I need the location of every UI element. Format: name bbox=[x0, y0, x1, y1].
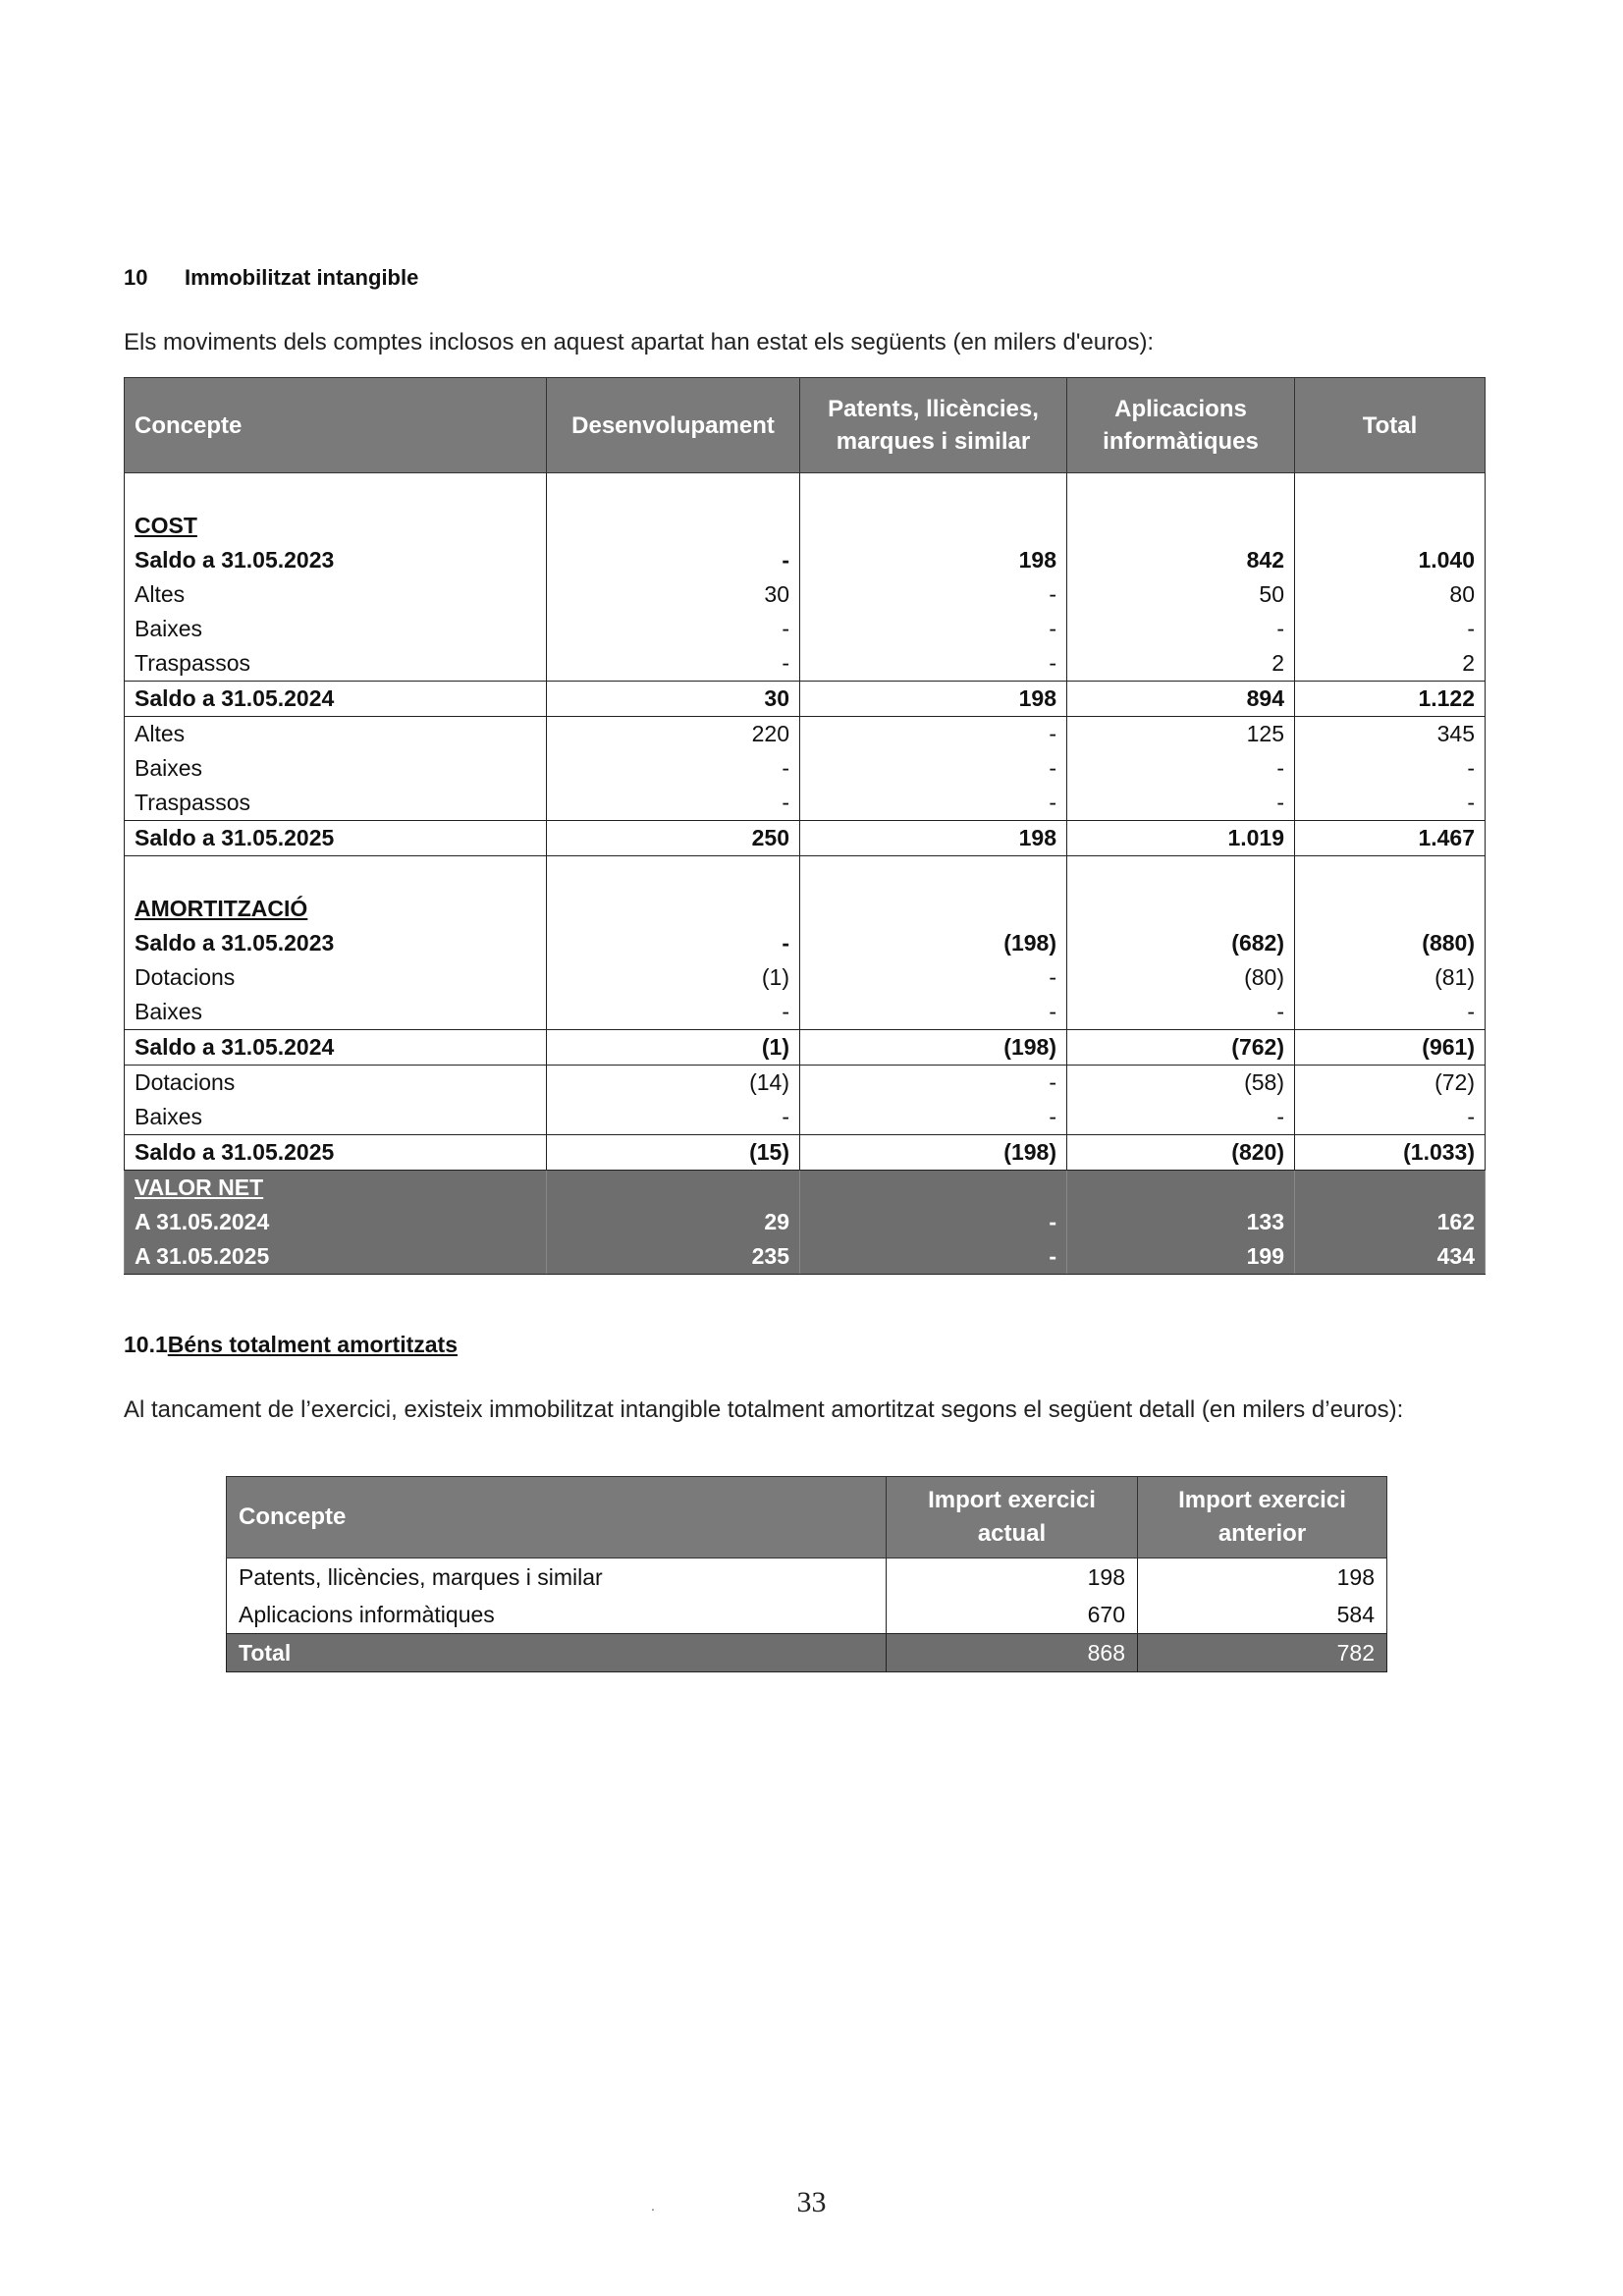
table-row: Patents, llicències, marques i similar 198 198 bbox=[227, 1558, 1387, 1597]
header-software-line2: informàtiques bbox=[1103, 428, 1259, 455]
table-row: Saldo a 31.05.2023 - (198) (682) (880) bbox=[125, 926, 1486, 960]
page-number: 33 bbox=[796, 2186, 827, 2218]
table-row: Aplicacions informàtiques 670 584 bbox=[227, 1596, 1387, 1634]
subsection-heading bbox=[124, 1332, 458, 1358]
header-previous-year: Import exercici anterior bbox=[1138, 1477, 1387, 1558]
header-concept: Concepte bbox=[227, 1477, 887, 1558]
fully-amortized-table bbox=[226, 1476, 1387, 1672]
table-row: A 31.05.2024 29 - 133 162 bbox=[125, 1205, 1486, 1239]
table-row: Dotacions (14) - (58) (72) bbox=[125, 1066, 1486, 1101]
table-row: Baixes - - - - bbox=[125, 612, 1486, 646]
section-number: 10 bbox=[124, 265, 148, 290]
net-value-title: VALOR NET bbox=[125, 1171, 547, 1206]
header-software bbox=[1067, 378, 1295, 473]
section-intro: Els moviments dels comptes inclosos en aquest apartat han estat els següents (en milers d'euros): bbox=[124, 329, 1155, 355]
header-current-year: Import exercici actual bbox=[887, 1477, 1138, 1558]
table-row: Saldo a 31.05.2025 250 198 1.019 1.467 bbox=[125, 821, 1486, 856]
header-patents-line1: Patents, llicències, bbox=[828, 396, 1039, 422]
subsection-text: Al tancament de l’exercici, existeix immobilitzat intangible totalment amortitzat segons el següent detall (en milers d’euros): bbox=[124, 1396, 1404, 1423]
table-row: Altes 220 - 125 345 bbox=[125, 717, 1486, 752]
table-row: A 31.05.2025 235 - 199 434 bbox=[125, 1239, 1486, 1275]
header-patents bbox=[800, 378, 1067, 473]
intangible-assets-table bbox=[124, 377, 1486, 1275]
table-row: Altes 30 - 50 80 bbox=[125, 577, 1486, 612]
section-title: Immobilitzat intangible bbox=[185, 265, 419, 290]
table-row: Saldo a 31.05.2024 (1) (198) (762) (961) bbox=[125, 1030, 1486, 1066]
section-heading bbox=[124, 265, 418, 291]
table-row: Traspassos - - 2 2 bbox=[125, 646, 1486, 682]
table-row: Saldo a 31.05.2024 30 198 894 1.122 bbox=[125, 682, 1486, 717]
cost-title: COST bbox=[125, 509, 547, 543]
subsection-number: 10.1 bbox=[124, 1332, 168, 1357]
header-development: Desenvolupament bbox=[547, 378, 800, 473]
subsection-title: Béns totalment amortitzats bbox=[167, 1332, 458, 1357]
header-software-line1: Aplicacions bbox=[1114, 396, 1247, 422]
footer-mark: . bbox=[651, 2198, 655, 2214]
table-row: Baixes - - - - bbox=[125, 1100, 1486, 1135]
amortization-title: AMORTITZACIÓ bbox=[125, 892, 547, 926]
header-patents-line2: marques i similar bbox=[836, 428, 1031, 455]
table-row: Dotacions (1) - (80) (81) bbox=[125, 960, 1486, 995]
total-row: Total 868 782 bbox=[227, 1634, 1387, 1672]
header-total: Total bbox=[1295, 378, 1486, 473]
header-concept: Concepte bbox=[125, 378, 547, 473]
table-row: Saldo a 31.05.2025 (15) (198) (820) (1.033) bbox=[125, 1135, 1486, 1171]
table-row: Baixes - - - - bbox=[125, 995, 1486, 1030]
table-row: Saldo a 31.05.2023 - 198 842 1.040 bbox=[125, 543, 1486, 577]
table-row: Traspassos - - - - bbox=[125, 786, 1486, 821]
table-row: Baixes - - - - bbox=[125, 751, 1486, 786]
